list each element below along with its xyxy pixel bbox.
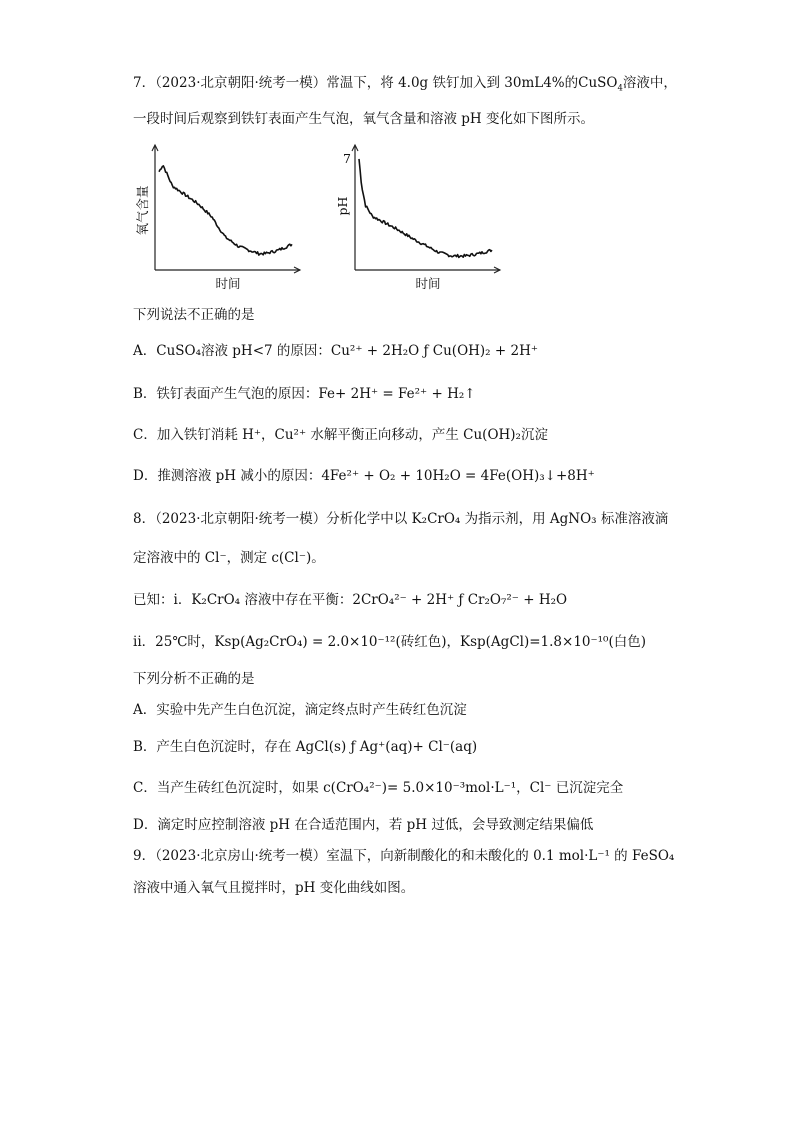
ph-chart-svg [328, 140, 513, 295]
q7-line1 [133, 74, 677, 92]
ph-y-label: pH [335, 196, 350, 216]
q8-known-ii: ii．25℃时，Ksp(Ag₂CrO₄) = 2.0×10⁻¹²(砖红色)，Ksp(AgCl)=1.8×10⁻¹⁰(白色) [133, 634, 646, 650]
q7-line1-prefix: 7．（2023·北京朝阳·统考一模）常温下，将 4.0g 铁钉加入到 30mL4%的 [133, 75, 579, 91]
q7-line1-chem-sub: 4 [617, 83, 623, 94]
q7-option-d: D．推测溶液 pH 减小的原因：4Fe²⁺ + O₂ + 10H₂O = 4Fe(OH)₃↓+8H⁺ [133, 468, 595, 484]
ph-x-label: 时间 [415, 276, 441, 291]
q8-line1: 8．（2023·北京朝阳·统考一模）分析化学中以 K₂CrO₄ 为指示剂，用 AgNO₃ 标准溶液滴 [133, 511, 669, 527]
q8-line2: 定溶液中的 Cl⁻，测定 c(Cl⁻)。 [133, 550, 325, 566]
oxygen-x-label: 时间 [215, 276, 241, 291]
q9-line1: 9．（2023·北京房山·统考一模）室温下，向新制酸化的和未酸化的 0.1 mol·L⁻¹ 的 FeSO₄ [133, 848, 675, 864]
q8-question: 下列分析不正确的是 [133, 671, 255, 687]
oxygen-chart-svg [128, 140, 313, 295]
oxygen-y-label: 氧气含量 [135, 185, 150, 236]
oxygen-series-line [159, 166, 292, 255]
q7-option-b: B．铁钉表面产生气泡的原因：Fe+ 2H⁺ = Fe²⁺ + H₂↑ [133, 386, 476, 402]
q7-question: 下列说法不正确的是 [133, 307, 255, 323]
q8-option-b: B．产生白色沉淀时，存在 AgCl(s) ƒ Ag⁺(aq)+ Cl⁻(aq) [133, 739, 478, 755]
q8-option-c: C．当产生砖红色沉淀时，如果 c(CrO₄²⁻)= 5.0×10⁻³mol·L⁻¹，Cl⁻ 已沉淀完全 [133, 780, 624, 796]
q7-line1-chem: CuSO [578, 75, 618, 91]
q7-line1-suffix: 溶液中， [622, 75, 677, 91]
q7-option-c: C．加入铁钉消耗 H⁺，Cu²⁺ 水解平衡正向移动，产生 Cu(OH)₂沉淀 [133, 427, 548, 443]
ph-y-tick: 7 [343, 151, 351, 166]
q8-option-a: A．实验中先产生白色沉淀，滴定终点时产生砖红色沉淀 [133, 702, 467, 718]
ph-chart [328, 140, 513, 295]
q8-option-d: D．滴定时应控制溶液 pH 在合适范围内，若 pH 过低，会导致测定结果偏低 [133, 817, 594, 833]
q9-line2: 溶液中通入氧气且搅拌时，pH 变化曲线如图。 [133, 880, 415, 896]
oxygen-chart [128, 140, 313, 295]
ph-series-line [359, 159, 492, 258]
q7-line2: 一段时间后观察到铁钉表面产生气泡，氧气含量和溶液 pH 变化如下图所示。 [133, 111, 594, 127]
q7-option-a: A．CuSO₄溶液 pH<7 的原因：Cu²⁺ + 2H₂O ƒ Cu(OH)₂ + 2H⁺ [133, 343, 538, 359]
q8-known-i: 已知：i．K₂CrO₄ 溶液中存在平衡：2CrO₄²⁻ + 2H⁺ ƒ Cr₂O₇²⁻ + H₂O [133, 592, 568, 608]
